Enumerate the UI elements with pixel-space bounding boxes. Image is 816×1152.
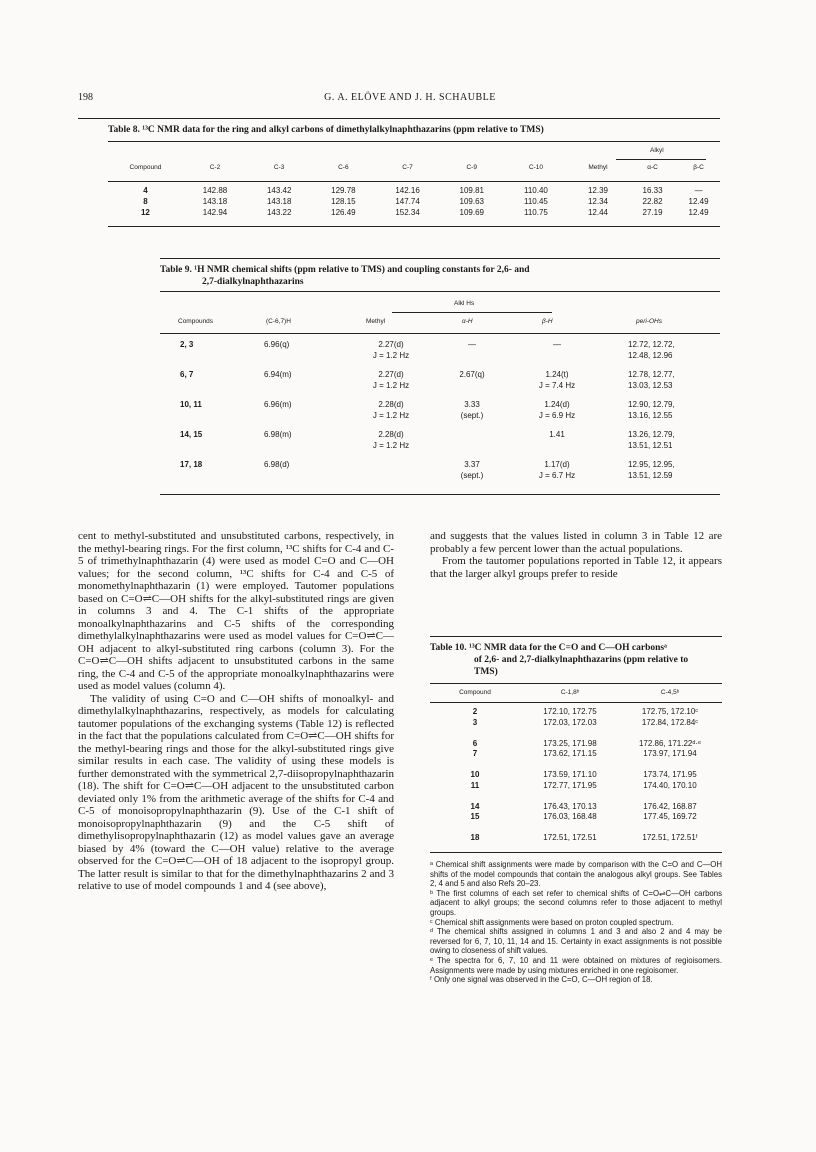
table9-caption-line: 2,7-dialkylnaphthazarins [202,277,304,287]
table9-value: 12.78, 12.77, [628,370,675,379]
table9-body [160,339,720,485]
table9-value: 2.28(d) [378,400,404,409]
table8-cell: 12.39 [587,186,608,195]
table9-alkyl-header: Alkl Hs [454,300,475,307]
table9-caption [160,264,720,288]
footnote: ᶠ Only one signal was observed in the C=O, C—OH region of 18. [430,975,653,985]
table9-col-header: peri-OHs [636,318,663,325]
footnote: ᶜ Chemical shift assignments were based on proton coupled spectrum. [430,917,674,927]
table8-cell: 110.45 [523,197,548,206]
table8-cell: 12 [140,208,150,217]
table8-bottom-rule [108,226,720,227]
table10-cell: 174.40, 170.10 [643,780,697,790]
running-header [78,92,742,106]
table10-cell: 173.97, 171.94 [643,749,697,758]
table9-value: 1.24(d) [544,400,570,409]
table9-value: J = 1.2 Hz [372,441,410,450]
footnote: ᵇ The first columns of each set refer to chemical shifts of C=O⇌C—OH carbons adjacent to alkyl groups; the second columns refer to those adjacent to methyl groups. [430,888,722,917]
footnote: ᵈ The chemical shifts assigned in columns 1 and 3 and also 2 and 4 may be reversed for 6, 7, 10, 11, 14 and 15. Certainty in exact assignments is not possible owing to closeness of shift values. [430,927,722,956]
table8-cell: 142.16 [395,186,420,195]
table9-value: 2.28(d) [378,430,404,439]
table9-value: 1.17(d) [544,460,570,469]
table10-cell: 173.25, 171.98 [543,738,597,748]
table10-cell: 173.74, 171.95 [643,770,697,779]
table10-header-row [430,689,720,700]
table8-cell: 152.34 [395,208,420,217]
table9-cell: 6.98(m) [264,430,292,439]
table-row [430,749,720,760]
table-row [160,429,720,459]
table9-cell [512,339,602,369]
table8-cell: 129.78 [331,186,356,195]
table10-cell: 14 [470,801,480,811]
table-row [160,339,720,369]
table8-cell: 109.81 [459,186,484,195]
table-row [160,399,720,429]
table8-cell: — [694,186,703,195]
table9-cell [342,339,432,369]
table9-value: 13.51, 12.59 [628,471,673,480]
table8-alkyl-header: Alkyl [650,147,664,154]
table-row [108,197,720,208]
table9-bottom-rule [160,494,720,495]
table8-caption: Table 8. ¹³C NMR data for the ring and alkyl carbons of dimethylalkylnaphthazarins (ppm relative to TMS) [108,125,544,135]
table9-cell: 6.94(m) [264,370,292,379]
table8-col-header: C-9 [466,164,477,171]
table10-header [430,689,720,700]
table10-footnotes [430,860,722,985]
table8-col-header: α-C [647,164,658,171]
authors-header: G. A. ELÖVE AND J. H. SCHAUBLE [324,92,496,103]
table10-cell: 172.03, 172.03 [543,717,597,727]
table9-value: 12.48, 12.96 [628,351,673,360]
table-row [108,186,720,197]
table9-cell: 6.96(m) [264,400,292,409]
table9-col-header: Compounds [178,318,214,325]
table8-body [108,186,720,219]
table8-grid [108,164,720,174]
table10-cell: 176.42, 168.87 [643,801,697,811]
table9-cell [512,399,602,429]
table9-value: — [468,340,476,349]
table9-cell: 6, 7 [180,370,194,379]
table9-cell [602,459,720,485]
table8-cell: 12.34 [587,197,608,206]
table8-top-rule [78,118,720,119]
body-left-column [78,530,394,893]
table9-cell [512,459,602,485]
table9-value: 3.33 [464,400,480,409]
table-row [430,781,720,792]
table9-cell: 10, 11 [180,400,202,409]
table-row [430,718,720,729]
table9-value: 2.27(d) [378,340,404,349]
table8-cell: 110.40 [523,186,548,195]
table10-caption-line: TMS) [474,667,498,677]
table10-col-header: C-4,5ᵇ [660,689,680,696]
table10-cell: 11 [470,780,480,790]
table10-col-header: Compound [459,689,491,696]
table9-cell [342,369,432,399]
table9-cell: 2, 3 [180,340,194,349]
table8-col-header: C-10 [528,164,543,171]
table8-cell: 142.94 [202,208,228,217]
table-row [160,369,720,399]
table8-cell: 12.44 [587,208,608,217]
table9-caption-line: Table 9. ¹H NMR chemical shifts (ppm relative to TMS) and coupling constants for 2,6- and [160,265,530,275]
table9-cell [432,459,512,485]
table8-cell: 8 [143,197,148,206]
table9-value: J = 6.9 Hz [538,411,576,420]
table10-col-header: C-1,8ᵇ [560,689,580,696]
table8-col-header: β-C [693,164,704,171]
table10-cell: 172.10, 172.75 [543,707,597,716]
table8-cell: 12.49 [688,208,709,217]
table10-cell: 177.45, 169.72 [643,812,697,821]
table10-cell: 15 [470,812,480,821]
table10-cell: 176.03, 168.48 [543,812,597,821]
table10-body [430,707,720,844]
table8-cell: 109.63 [459,197,484,206]
table8-cell: 143.22 [266,208,292,217]
table8-col-header: C-2 [209,164,221,171]
table9-col-header: (C-6,7)H [266,318,291,325]
table9-cell [432,429,512,459]
table8-cell: 27.19 [642,208,663,217]
table8-col-header: Compound [129,164,162,171]
table10-cell: 172.75, 172.10ᶜ [641,707,699,716]
table9-col-header: Methyl [366,318,386,325]
table10-cell: 172.51, 172.51 [543,833,597,842]
table10-caption [430,642,722,678]
table9-cell [432,399,512,429]
table10-caption-rule [430,683,722,684]
table9-value: 1.24(t) [545,370,569,379]
table9-alkyl-rule [392,312,552,313]
table9-value: J = 7.4 Hz [538,381,576,390]
table9-cell [602,369,720,399]
table8-col-header: C-6 [338,164,349,171]
table8-cell: 128.15 [331,197,356,206]
table9-value: 3.37 [464,460,480,469]
table8-alkyl-rule [616,159,706,160]
table9-cell [512,429,602,459]
table8-header-rule [108,181,720,182]
table8-cell: 147.74 [395,197,420,206]
table-row [430,739,720,750]
table8-cell: 143.18 [266,197,292,206]
body-paragraph: and suggests that the values listed in column 3 in Table 12 are probably a few percent lower than the actual populations. [430,530,722,555]
table9-value: J = 1.2 Hz [372,351,410,360]
table9-value: — [553,340,561,349]
table8-col-header: C-3 [273,164,285,171]
table8-cell: 4 [143,186,148,195]
table-row [430,770,720,781]
table9-value: 13.26, 12.79, [628,430,675,439]
body-paragraph: cent to methyl-substituted and unsubstituted carbons, respectively, in the methyl-bearing rings. For the first column, ¹³C shifts for C-4 and C-5 of trimethylnaphthazarin (4) were used as model C=O and C—OH values; for the second column, ¹³C shifts for C-4 and C-5 of monomethylnaphthazarin (1) were employed. Tautomer populations based on C=O⇌C—OH shifts for the alkyl-substituted rings are given in columns 3 and 4. The C-1 shifts of the appropriate monoalkylnaphthazarins and C-5 shifts of the corresponding dimethylalkylnaphthazarins were used as model values for C=O⇌C—OH adjacent to alkyl-substituted ring carbons (column 3). For the C=O⇌C—OH shifts adjacent to unsubstituted carbons in the same ring, the C-4 and C-5 of the appropriate monoalkylnaphthazarins were used as model values (column 4). [78,530,394,692]
table10-cell: 2 [472,707,478,716]
body-paragraph: From the tautomer populations reported in Table 12, it appears that the larger alkyl groups prefer to reside [430,555,722,580]
table-row [430,802,720,813]
table10-cell: 176.43, 170.13 [543,801,597,811]
table9-cell: 17, 18 [180,460,203,469]
table9-value: J = 1.2 Hz [372,381,410,390]
table10-cell: 18 [470,833,480,842]
table-row [160,459,720,485]
table8-cell: 126.49 [331,208,356,217]
table8-header-row [108,164,720,174]
footnote: ᵉ The spectra for 6, 7, 10 and 11 were obtained on mixtures of regioisomers. Assignments were made by using mixtures enriched in one regioisomer. [430,955,722,975]
table-row [430,707,720,718]
table9-cell [342,429,432,459]
table9-value: 12.95, 12.95, [628,460,675,469]
table10-cell: 172.86, 171.22ᵈ·ᵉ [638,738,702,748]
table10-cell: 3 [472,717,478,727]
table9-cell [602,339,720,369]
table9-col-header: α-H [462,318,473,325]
table9-col-header: β-H [542,318,553,325]
table10-cell: 172.84, 172.84ᶜ [641,717,699,727]
table10-caption-line: of 2,6- and 2,7-dialkylnaphthazarins (ppm relative to [474,655,689,665]
page-number: 198 [78,92,93,103]
table10-cell: 172.51, 172.51ᶠ [642,833,698,842]
table10-header-rule [430,702,722,703]
table10-caption-line: Table 10. ¹³C NMR data for the C=O and C—OH carbonsᵃ [430,643,667,653]
table9-cell [512,369,602,399]
table9-cell: 14, 15 [180,430,203,439]
table8-cell: 12.49 [688,197,709,206]
table10-top-rule [430,636,722,637]
table9-value: 12.90, 12.79, [628,400,675,409]
table8-col-header: C-7 [402,164,413,171]
table9-header [160,318,720,329]
footnote: ᵃ Chemical shift assignments were made by comparison with the C=O and C—OH shifts of the model compounds that contain the analogous alkyl groups. See Tables 2, 4 and 5 and also Refs 20–23. [430,860,722,889]
table8-cell: 142.88 [202,186,228,195]
table9-cell [342,399,432,429]
table10-cell: 10 [470,770,480,779]
table9-cell [602,429,720,459]
table9-value: 13.51, 12.51 [628,441,673,450]
table10-bottom-rule [430,852,722,853]
body-paragraph: The validity of using C=O and C—OH shifts of monoalkyl- and dimethylalkylnaphthazarins, respectively, as models for calculating tautomer populations of the exchanging systems (Table 12) is reflected in the fact that the populations calculated from C=O⇌C—OH shifts for the methyl-bearing rings and those for the alkyl-substituted rings give similar results in each case. The validity of using these models is further demonstrated with the symmetrical 2,7-diisopropylnaphthazarin (18). The shift for C=O⇌C—OH adjacent to the unsubstituted carbon deviated only 1% from the arithmetic average of the shifts for C-4 and C-5 of monoisopropylnaphthazarin (9). Use of the C-1 shift of monoisopropylnaphthazarin (9) and the C-5 shift of dimethylisopropylnaphthazarin (12) as model values gave an average biased by 4% (toward the C—OH value) relative to the average observed for the C=O⇌C—OH of 18 adjacent to the isopropyl group. The latter result is similar to that for the dimethylnaphthazarins 2 and 3 relative to use of model compounds 1 and 4 (see above), [78,692,394,892]
table10-cell: 173.59, 171.10 [543,770,597,779]
table9-cell [342,459,432,485]
table9-value: 2.67(q) [459,370,485,379]
table-row [108,208,720,219]
table9-header-row [160,318,720,329]
table9-value: 12.72, 12.72, [628,340,675,349]
table10-cell: 7 [472,749,478,758]
table9-value: 13.16, 12.55 [628,411,673,420]
table8-cell: 110.75 [523,208,548,217]
table9-header-rule [160,333,720,334]
table8-col-header: Methyl [588,164,608,171]
table9-cell [432,339,512,369]
table9-cell: 6.96(q) [264,340,290,349]
table10-cell: 173.62, 171.15 [543,749,597,758]
table9-value: (sept.) [460,471,484,480]
table8-cell: 143.18 [202,197,228,206]
table9-value: J = 6.7 Hz [538,471,576,480]
table10-cell: 172.77, 171.95 [543,780,597,790]
table9-value: (sept.) [460,411,484,420]
table-row [430,833,720,844]
table9-top-rule [160,258,720,259]
table9-cell: 6.98(d) [264,460,290,469]
table9-value: 2.27(d) [378,370,404,379]
table10-cell: 6 [472,738,478,748]
body-right-column [430,530,722,580]
table8-cell: 143.42 [266,186,292,195]
table8-cell: 109.69 [459,208,484,217]
table8-cell: 22.82 [642,197,663,206]
table-row [430,812,720,823]
table9-value: 13.03, 12.53 [628,381,673,390]
table8-caption-rule [108,141,720,142]
table9-caption-rule [160,291,720,292]
table8-cell: 16.33 [642,186,663,195]
table9-value: J = 1.2 Hz [372,411,410,420]
table9-cell [432,369,512,399]
table9-value: 1.41 [549,430,565,439]
table9-cell [602,399,720,429]
